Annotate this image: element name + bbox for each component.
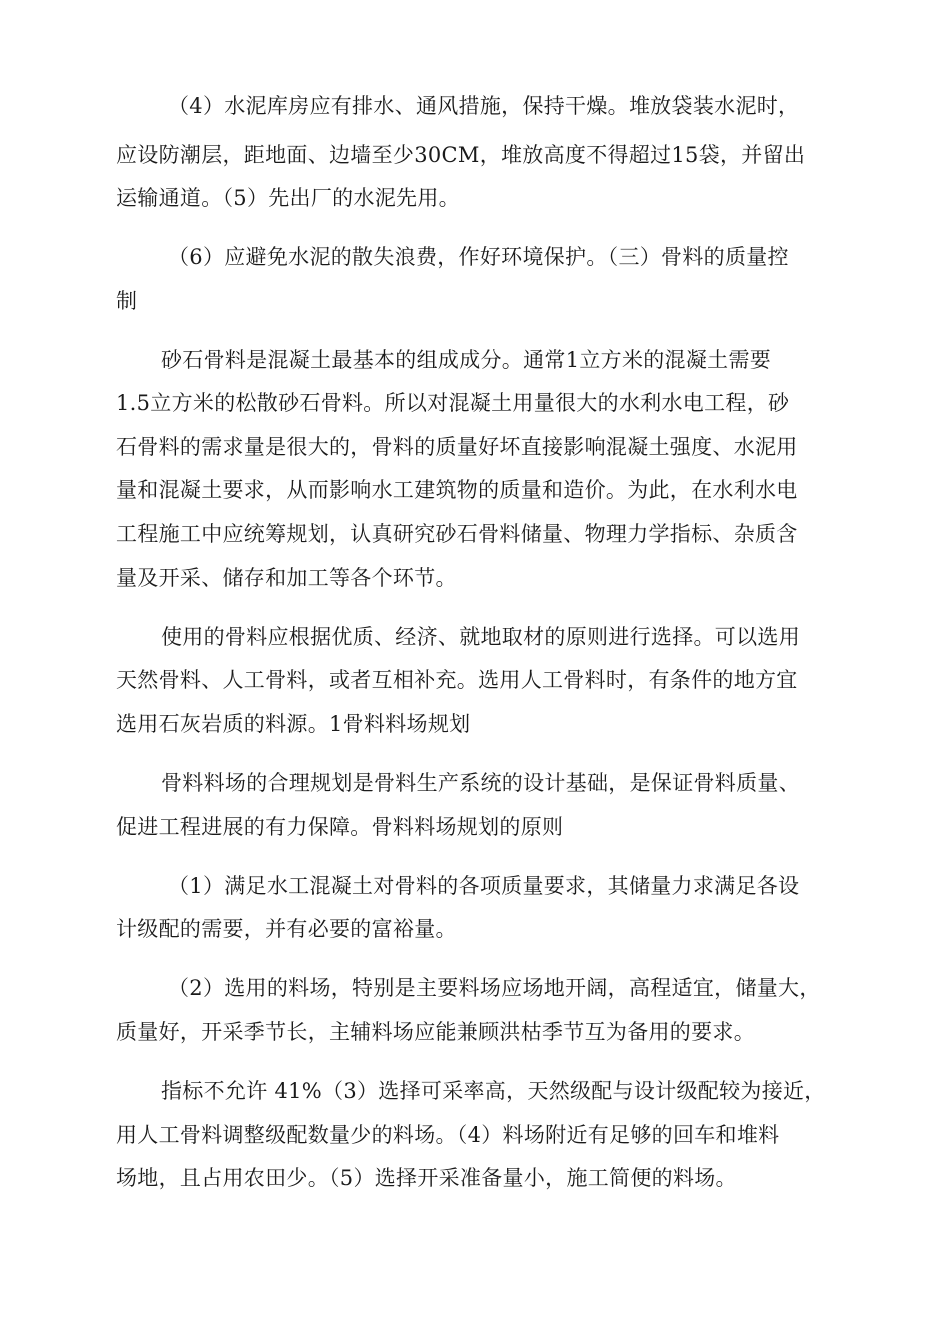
paragraph-line: 指标不允许 41%（3）选择可采率高，天然级配与设计级配较为接近， bbox=[161, 1079, 826, 1103]
paragraph-line: 天然骨料、人工骨料，或者互相补充。选用人工骨料时，有条件的地方宜 bbox=[116, 668, 798, 692]
paragraph-line: 制 bbox=[116, 289, 138, 313]
paragraph-line: 砂石骨料是混凝土最基本的组成成分。通常1立方米的混凝土需要 bbox=[161, 348, 772, 372]
paragraph-line: 促进工程进展的有力保障。骨料料场规划的原则 bbox=[116, 815, 564, 839]
paragraph-line: 1.5立方米的松散砂石骨料。所以对混凝土用量很大的水利水电工程，砂 bbox=[116, 391, 790, 415]
paragraph-line: 应设防潮层，距地面、边墙至少30CM，堆放高度不得超过15袋，并留出 bbox=[116, 143, 806, 167]
paragraph-line: 使用的骨料应根据优质、经济、就地取材的原则进行选择。可以选用 bbox=[161, 625, 800, 649]
paragraph-line: （2）选用的料场，特别是主要料场应场地开阔，高程适宜，储量大， bbox=[168, 976, 821, 1000]
paragraph-line: 计级配的需要，并有必要的富裕量。 bbox=[116, 917, 457, 941]
paragraph-line: 场地，且占用农田少。（5）选择开采准备量小，施工简便的料场。 bbox=[116, 1166, 737, 1190]
paragraph-line: 工程施工中应统筹规划，认真研究砂石骨料储量、物理力学指标、杂质含 bbox=[116, 522, 798, 546]
paragraph-line: 选用石灰岩质的料源。1骨料料场规划 bbox=[116, 712, 471, 736]
paragraph-line: 运输通道。（5）先出厂的水泥先用。 bbox=[116, 186, 460, 210]
paragraph-line: 用人工骨料调整级配数量少的料场。（4）料场附近有足够的回车和堆料 bbox=[116, 1123, 780, 1147]
paragraph-line: 石骨料的需求量是很大的，骨料的质量好坏直接影响混凝土强度、水泥用 bbox=[116, 435, 798, 459]
paragraph-line: （6）应避免水泥的散失浪费，作好环境保护。（三）骨料的质量控 bbox=[168, 245, 789, 269]
paragraph-line: 量和混凝土要求，从而影响水工建筑物的质量和造价。为此，在水利水电 bbox=[116, 478, 798, 502]
paragraph-line: 骨料料场的合理规划是骨料生产系统的设计基础，是保证骨料质量、 bbox=[161, 771, 800, 795]
paragraph-line: （4）水泥库房应有排水、通风措施，保持干燥。堆放袋装水泥时， bbox=[168, 94, 800, 118]
paragraph-line: （1）满足水工混凝土对骨料的各项质量要求，其储量力求满足各设 bbox=[168, 874, 800, 898]
paragraph-line: 质量好，开采季节长，主辅料场应能兼顾洪枯季节互为备用的要求。 bbox=[116, 1020, 755, 1044]
paragraph-line: 量及开采、储存和加工等各个环节。 bbox=[116, 566, 457, 590]
